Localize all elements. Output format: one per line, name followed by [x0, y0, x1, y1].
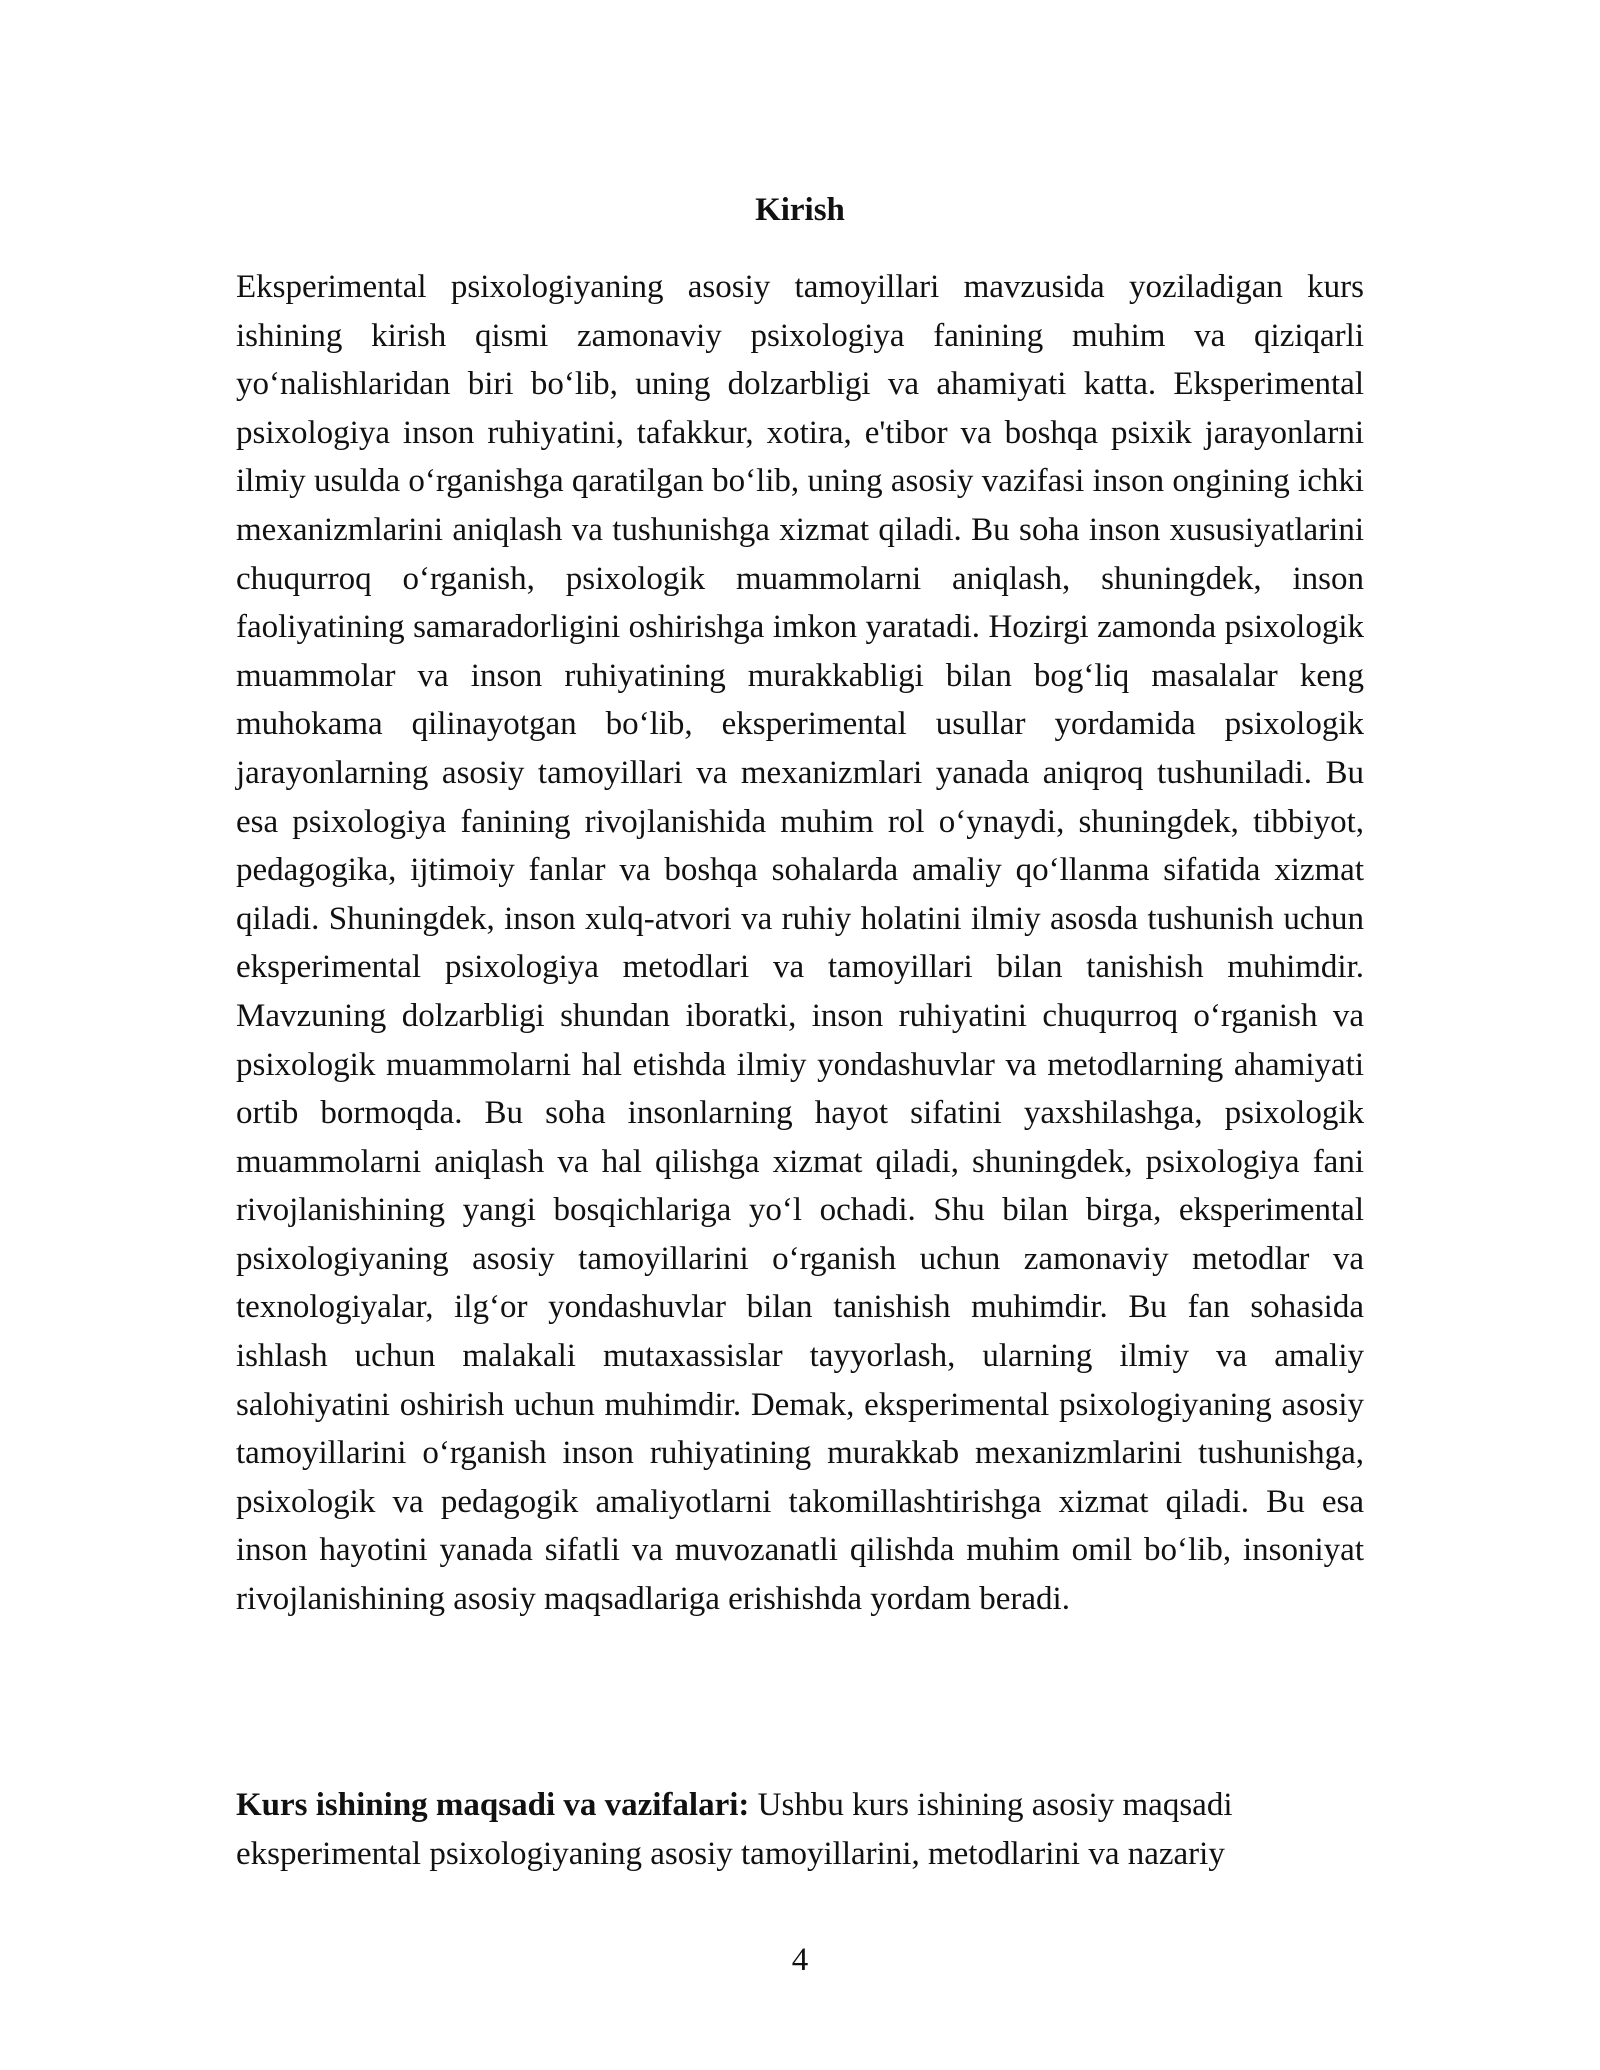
page-number: 4 [791, 1942, 809, 1978]
goals-lead: Kurs ishining maqsadi va vazifalari: [236, 1787, 750, 1823]
goals-text: Ushbu kurs ishining asosiy maqsadi eksperimental psixologiyaning asosiy tamoyillarini, metodlarini va nazariy [236, 1787, 1233, 1872]
goals-paragraph [236, 1781, 1364, 1878]
intro-paragraph: Eksperimental psixologiyaning asosiy tamoyillari mavzusida yoziladigan kurs ishining kirish qismi zamonaviy psixologiya fanining muhim va qiziqarli yo‘nalishlaridan biri bo‘lib, uning dolzarbligi va ahamiyati katta. Eksperimental psixologiya inson ruhiyatini, tafakkur, xotira, e'tibor va boshqa psixik jarayonlarni ilmiy usulda o‘rganishga qaratilgan bo‘lib, uning asosiy vazifasi inson ongining ichki mexanizmlarini aniqlash va tushunishga xizmat qiladi. Bu soha inson xususiyatlarini chuqurroq o‘rganish, psixologik muammolarni aniqlash, shuningdek, inson faoliyatining samaradorligini oshirishga imkon yaratadi. Hozirgi zamonda psixologik muammolar va inson ruhiyatining murakkabligi bilan bog‘liq masalalar keng muhokama qilinayotgan bo‘lib, eksperimental usullar yordamida psixologik jarayonlarning asosiy tamoyillari va mexanizmlari yanada aniqroq tushuniladi. Bu esa psixologiya fanining rivojlanishida muhim rol o‘ynaydi, shuningdek, tibbiyot, pedagogika, ijtimoiy fanlar va boshqa sohalarda amaliy qo‘llanma sifatida xizmat qiladi. Shuningdek, inson xulq-atvori va ruhiy holatini ilmiy asosda tushunish uchun eksperimental psixologiya metodlari va tamoyillari bilan tanishish muhimdir. Mavzuning dolzarbligi shundan iboratki, inson ruhiyatini chuqurroq o‘rganish va psixologik muammolarni hal etishda ilmiy yondashuvlar va metodlarning ahamiyati ortib bormoqda. Bu soha insonlarning hayot sifatini yaxshilashga, psixologik muammolarni aniqlash va hal qilishga xizmat qiladi, shuningdek, psixologiya fani rivojlanishining yangi bosqichlariga yo‘l ochadi. Shu bilan birga, eksperimental psixologiyaning asosiy tamoyillarini o‘rganish uchun zamonaviy metodlar va texnologiyalar, ilg‘or yondashuvlar bilan tanishish muhimdir. Bu fan sohasida ishlash uchun malakali mutaxassislar tayyorlash, ularning ilmiy va amaliy salohiyatini oshirish uchun muhimdir. Demak, eksperimental psixologiyaning asosiy tamoyillarini o‘rganish inson ruhiyatining murakkab mexanizmlarini tushunishga, psixologik va pedagogik amaliyotlarni takomillashtirishga xizmat qiladi. Bu esa inson hayotini yanada sifatli va muvozanatli qilishda muhim omil bo‘lib, insoniyat rivojlanishining asosiy maqsadlariga erishishda yordam beradi. [236, 269, 1364, 1618]
section-heading: Kirish [755, 192, 845, 228]
